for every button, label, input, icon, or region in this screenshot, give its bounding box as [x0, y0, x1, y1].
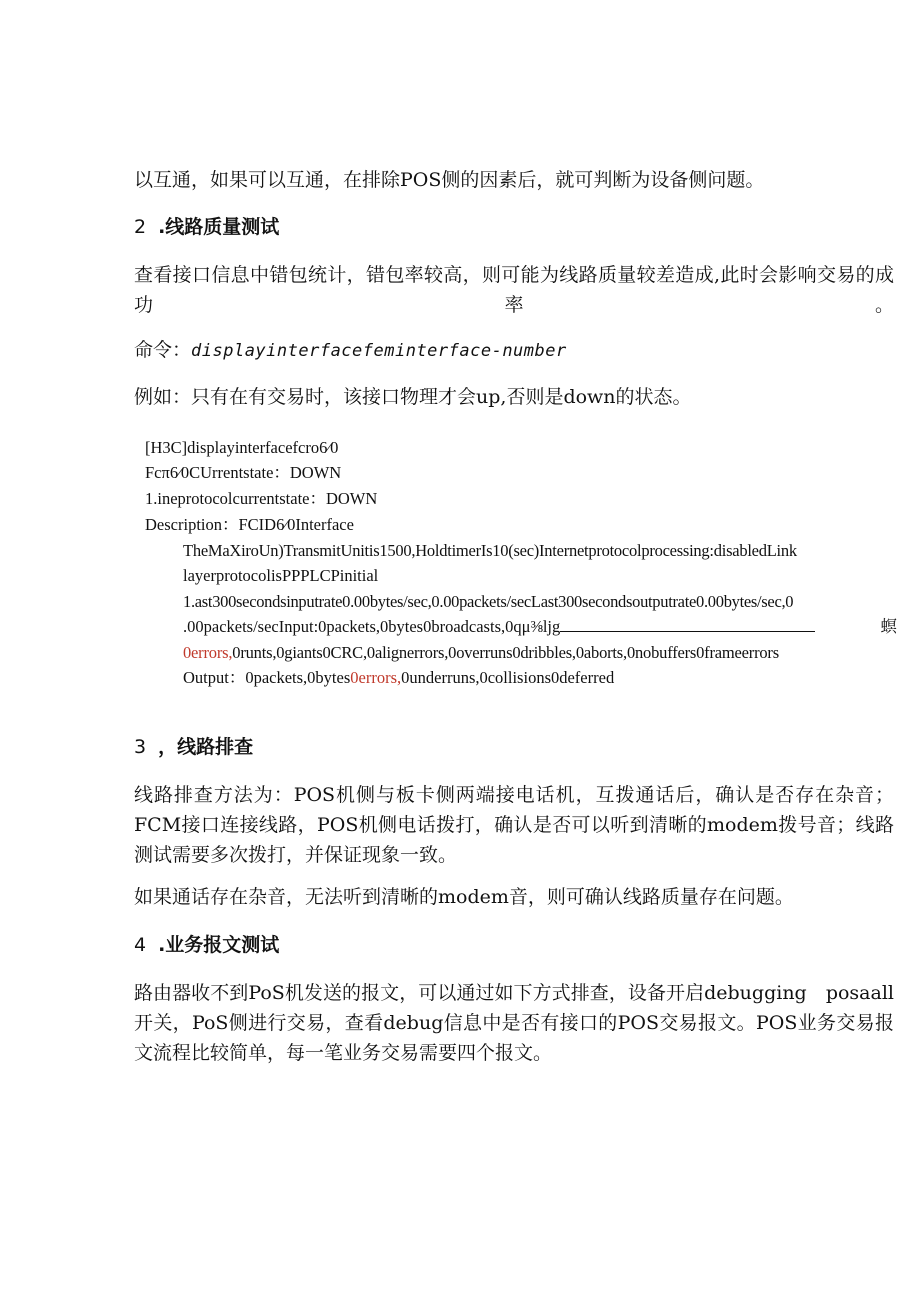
code-line: 1.ineprotocolcurrentstate：DOWN [145, 489, 378, 508]
code-line: layerprotocolisPPPLCPinitial [183, 566, 379, 585]
error-count: 0errors, [183, 643, 233, 662]
code-line [183, 614, 897, 640]
section-title: .业务报文测试 [158, 934, 280, 956]
example-line: 例如：只有在有交易时，该接口物理才会up,否则是down的状态。 [134, 386, 692, 408]
command-line [134, 335, 894, 366]
code-line: [H3C]displayinterfacefcro6∕0 [145, 438, 339, 457]
code-segment: 0underruns,0collisions0deferred [401, 668, 615, 687]
code-line [183, 640, 779, 666]
code-line: Fcπ6∕0CUrrentstate：DOWN [145, 463, 342, 482]
paragraph-intro: 以互通，如果可以互通，在排除POS侧的因素后，就可判断为设备侧问题。 [134, 169, 765, 191]
section-3-heading [134, 733, 253, 761]
code-segment: 螟 [880, 617, 897, 636]
section-4-heading [134, 931, 279, 959]
section-2-body: 查看接口信息中错包统计，错包率较高，则可能为线路质量较差造成,此时会影响交易的成功率。 [134, 264, 894, 316]
section-3-body: 线路排查方法为：POS机侧与板卡侧两端接电话机，互拨通话后，确认是否存在杂音；FCM接口连接线路，POS机侧电话拨打，确认是否可以听到清晰的modem拨号音；线路测试需要多次拨打，并保证现象一致。 [134, 784, 894, 866]
underline-rule [560, 616, 815, 632]
code-line: Description：FCID6∕0Interface [145, 515, 354, 534]
section-2-heading [134, 213, 279, 241]
command-text: displayinterfacefeminterface-number [191, 341, 567, 361]
code-line: 1.ast300secondsinputrate0.00bytes/sec,0.00packets/secLast300secondsoutputrate0.00bytes/sec,0 [183, 592, 794, 611]
section-number: 3 [134, 736, 147, 758]
section-3-conclusion: 如果通话存在杂音，无法听到清晰的modem音，则可确认线路质量存在问题。 [134, 886, 794, 908]
section-title: ，线路排查 [158, 736, 254, 758]
code-line: TheMaXiroUn)TransmitUnitis1500,HoldtimerIs10(sec)Internetprotocolprocessing:disabledLink [183, 541, 797, 560]
error-count: 0errors, [350, 668, 402, 687]
section-number: 4 [134, 934, 147, 956]
section-number: 2 [134, 216, 147, 238]
section-title: .线路质量测试 [158, 216, 280, 238]
section-4-body: 路由器收不到PoS机发送的报文，可以通过如下方式排查，设备开启debugging posaall开关，PoS侧进行交易，查看debug信息中是否有接口的POS交易报文。POS业务交易报文流程比较简单，每一笔业务交易需要四个报文。 [134, 982, 894, 1064]
command-label: 命令： [134, 339, 192, 361]
code-line [183, 665, 614, 691]
code-segment: .00packets/secInput:0packets,0bytes0broadcasts,0qμ⅜ljg [183, 617, 561, 636]
code-segment: 0runts,0giants0CRC,0alignerrors,0overruns0dribbles,0aborts,0nobuffers0frameerrors [232, 643, 779, 662]
code-segment: Output：0packets,0bytes [183, 668, 351, 687]
